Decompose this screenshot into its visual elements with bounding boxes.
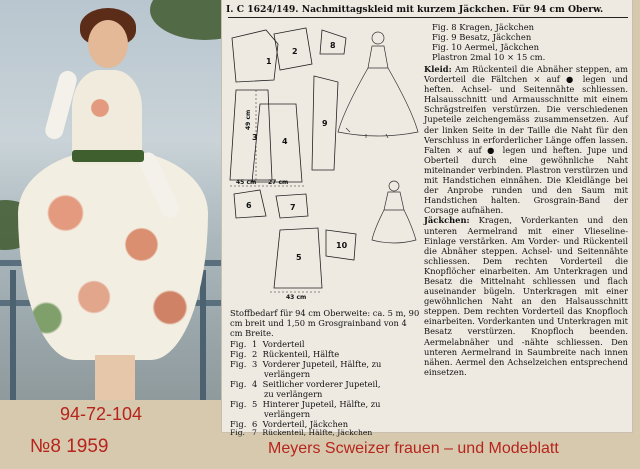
pattern-heading: I. C 1624/149. Nachmittagskleid mit kurzem Jäckchen. Für 94 cm Oberw. [226,4,604,15]
instructions-text [424,64,628,377]
floral-dress [18,150,208,360]
piece-label: 9 [322,119,328,128]
piece-label: 5 [296,253,302,262]
figure-entry: Fig. 6 Vorderteil, Jäckchen [230,419,349,429]
figure-entry: Fig. 4 Seitlicher vorderer Jupeteil, [230,379,381,389]
figure-entry: Fig. 2 Rückenteil, Hälfte [230,349,340,359]
pattern-piece-4 [252,104,302,182]
figure-entry: zu verlängern [264,389,323,399]
green-sash [72,150,144,162]
figure-entry: Fig. 9 Besatz, Jäckchen [432,32,532,42]
measure-label: 43 cm [286,294,307,301]
piece-label: 8 [330,41,336,50]
pattern-piece-1 [232,30,278,82]
piece-label: 4 [282,137,288,146]
legs [95,355,135,400]
piece-label: 7 [290,203,296,212]
railing-post [200,270,206,400]
figure-entry: Fig. 1 Vorderteil [230,339,305,349]
measure-label: 27 cm [268,179,289,186]
figure-entry: Fig. 5 Hinterer Jupeteil, Hälfte, zu [230,399,381,409]
railing-post [10,270,16,400]
figure-entry: verlängern [264,369,311,379]
measure-label: 49 cm [245,109,252,130]
measure-label: 45 cm [236,179,257,186]
piece-label: 2 [292,47,298,56]
figure-entry: Plastron 2mal 10 × 15 cm. [432,52,546,62]
fashion-photo [0,0,222,400]
fabric-requirement: Stoffbedarf für 94 cm Oberweite: ca. 5 m, 90 cm breit und 1,50 m Grosgrainband von 4 cm Breite. [230,308,420,339]
jaeckchen-instructions: Kragen, Vorderkanten und den unteren Aermelrand mit einer Vlieseline-Einlage verstärken. Am Vorder- und Rückenteil die Abnäher steppen. Achsel- und Seitennähte schliessen. Dem rechten Vorderteil die Knopflöcher einarbeiten. Am Unterkragen und Besatz die Mittelnaht schliessen und flach auseinander bügeln. Unterkragen mit einer gewöhnlichen Naht an den Halsausschnitt steppen. Dem rechten Vorderteil das Knopfloch einarbeiten. Vorderkanten und Unterkragen mit Besatz verstürzen. Knopfloch beenden. Aermelabnäher und -nähte schliessen. Den unteren Aermelrand in Saumbreite nach innen nähen. Aermel den Achselzeichen entsprechend einsetzen. [424,215,629,377]
palm-leaf-icon [150,0,222,40]
figure-entry: Fig. 10 Aermel, Jäckchen [432,42,539,52]
piece-label: 6 [246,201,252,210]
piece-label: 10 [336,241,348,250]
figure-entry: verlängern [264,409,311,419]
issue-label: №8 1959 [30,436,109,457]
model-face [88,20,128,68]
figure-entry: Fig. 7 Rückenteil, Hälfte, Jäckchen [230,428,373,437]
heading-rule [228,17,628,18]
piece-label: 3 [252,133,258,142]
pattern-piece-3 [230,90,272,180]
pattern-diagram [226,20,422,302]
piece-label: 1 [266,57,272,66]
pattern-number: 94-72-104 [60,404,143,424]
kleid-label: Kleid: [424,64,452,74]
jaeckchen-label: Jäckchen: [424,215,470,226]
kleid-instructions: Am Rückenteil die Abnäher steppen, am Vorderteil die Fältchen × auf ● legen und heften. Achsel- und Seitennähte schliessen. Halsausschnitt und Armausschnitte mit einem Schrägstreifen verstürzen. Die verschiedenen Jupeteile zeichengemäss zusammensetzen. Auf der linken Seite in der Taille die Naht für den Verschluss in erforderlicher Länge offen lassen. Falten × auf ● legen und heften. Jupe und Oberteil durch eine gewöhnliche Naht miteinander verbinden. Plastron verstürzen und mit Handstichen einnähen. Die Kleidlänge bei der Anprobe runden und den Saum mit Handstichen halten. Grosgrain-Band der Corsage aufnähen. [424,64,628,216]
figure-entry: Fig. 8 Kragen, Jäckchen [432,22,535,32]
figure-entry: Fig. 3 Vorderer Jupeteil, Hälfte, zu [230,359,382,369]
source-label: Meyers Scweizer frauen – und Modeblatt [268,440,559,457]
